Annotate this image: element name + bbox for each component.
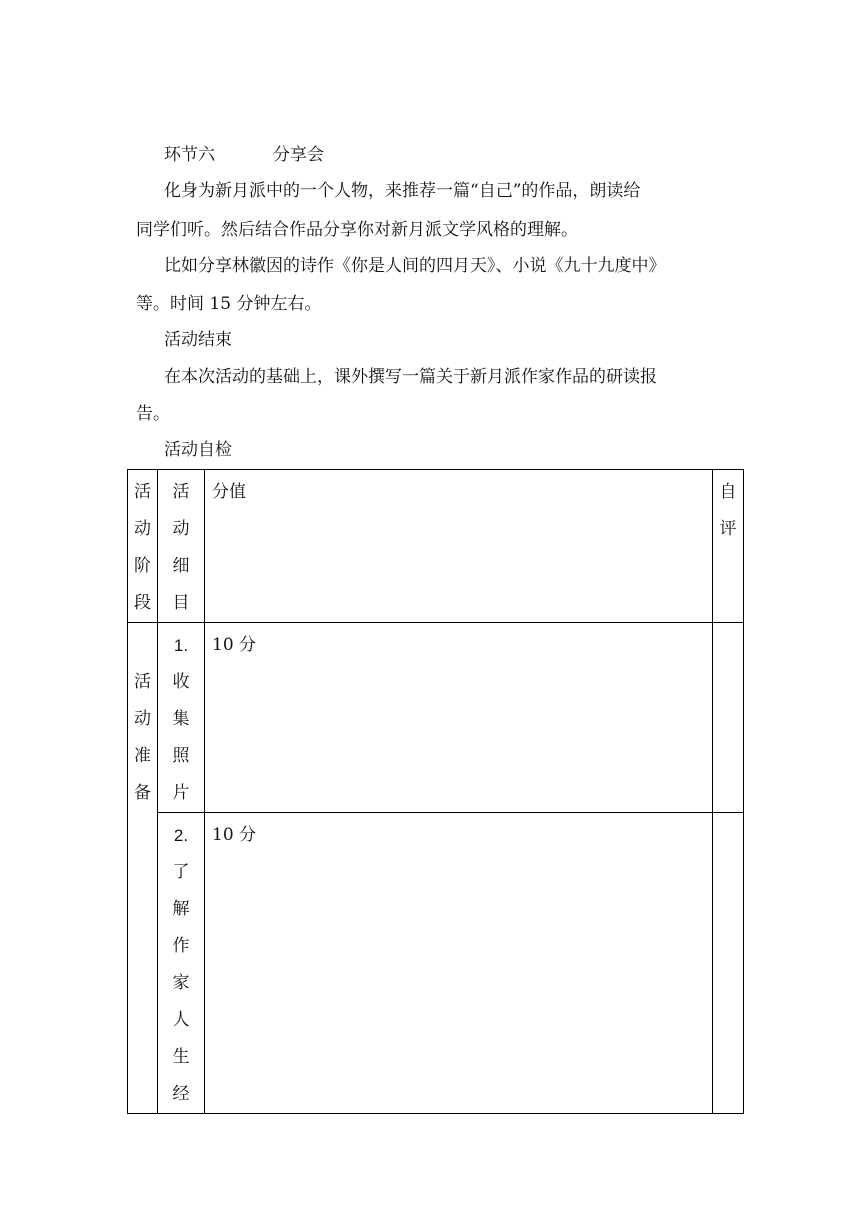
checklist-table xyxy=(127,469,744,1114)
end-paragraph-line-2: 告。 xyxy=(136,404,170,424)
header-score: 分值 xyxy=(205,470,713,623)
section-title: 分享会 xyxy=(273,145,324,165)
detail-cell: 2. 了 解 作 家 人 生 经 xyxy=(158,813,205,1114)
end-heading: 活动结束 xyxy=(164,330,232,350)
table-row xyxy=(128,623,744,813)
paragraph-2-line-2: 等。时间 15 分钟左右。 xyxy=(136,294,322,314)
detail-cell: 1. 收 集 照 片 xyxy=(158,623,205,813)
paragraph-1-line-1: 化身为新月派中的一个人物，来推荐一篇“自己”的作品，朗读给 xyxy=(164,181,641,201)
header-detail: 活 动 细 目 xyxy=(158,470,205,623)
end-paragraph-line-1: 在本次活动的基础上，课外撰写一篇关于新月派作家作品的研读报 xyxy=(164,367,657,387)
checklist-heading: 活动自检 xyxy=(164,440,232,460)
self-eval-cell xyxy=(713,813,744,1114)
stage-cell: 活 动 准 备 xyxy=(128,623,158,1114)
score-cell: 10 分 xyxy=(205,813,713,1114)
score-cell: 10 分 xyxy=(205,623,713,813)
paragraph-2-line-1: 比如分享林徽因的诗作《你是人间的四月天》、小说《九十九度中》 xyxy=(164,256,666,276)
header-stage: 活 动 阶 段 xyxy=(128,470,158,623)
table-row xyxy=(128,813,744,1114)
self-eval-cell xyxy=(713,623,744,813)
section-label: 环节六 xyxy=(164,145,215,165)
section-heading xyxy=(164,147,324,164)
header-self-eval: 自 评 xyxy=(713,470,744,623)
table-header-row xyxy=(128,470,744,623)
paragraph-1-line-2: 同学们听。然后结合作品分享你对新月派文学风格的理解。 xyxy=(136,220,578,240)
